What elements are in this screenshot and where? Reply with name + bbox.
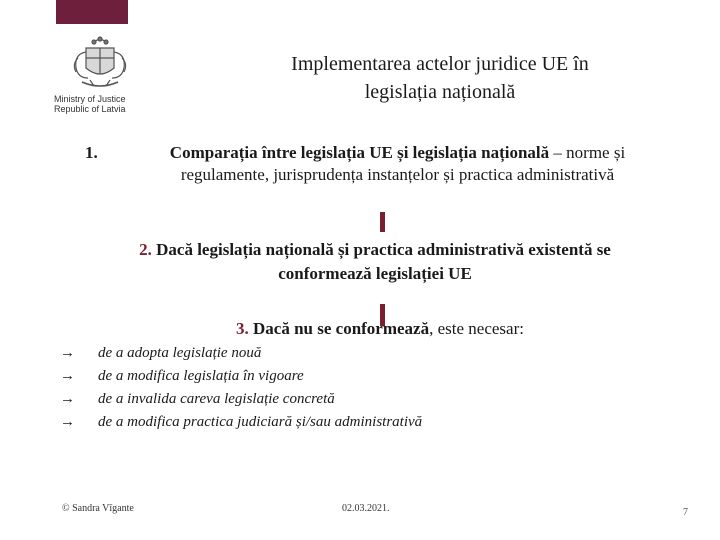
footer-author: © Sandra Vīgante xyxy=(62,503,134,514)
top-accent-bar xyxy=(56,0,128,24)
arrow-right-icon: → xyxy=(60,391,75,407)
slide-title xyxy=(230,50,650,106)
point-3-number: 3. xyxy=(236,319,249,338)
arrow-right-icon: → xyxy=(60,345,75,361)
coat-of-arms-icon xyxy=(64,36,136,92)
list-item xyxy=(60,365,660,388)
action-list xyxy=(60,342,660,434)
ministry-logo xyxy=(50,36,150,122)
list-item-text: de a invalida careva legislație concretă xyxy=(98,391,335,407)
list-item-text: de a modifica practica judiciară și/sau administrativă xyxy=(98,414,423,430)
point-2-line-2: conformează legislației UE xyxy=(278,264,472,283)
page-number: 7 xyxy=(683,507,688,518)
arrow-right-icon: → xyxy=(60,368,75,384)
point-1 xyxy=(85,142,675,186)
arrow-right-icon: → xyxy=(60,414,75,430)
flow-marker-1 xyxy=(380,212,385,232)
list-item-text: de a adopta legislație nouă xyxy=(98,345,262,361)
footer-date: 02.03.2021. xyxy=(342,503,390,514)
point-1-bold: Comparația între legislația UE și legislația națională xyxy=(169,143,550,162)
logo-line-2: Republic of Latvia xyxy=(54,104,126,114)
point-2 xyxy=(85,238,665,286)
point-1-number: 1. xyxy=(85,143,98,162)
point-3 xyxy=(160,318,600,340)
list-item-text: de a modifica legislația în vigoare xyxy=(98,368,304,384)
point-3-rest: , este necesar: xyxy=(429,319,524,338)
point-1-rest: – norme și xyxy=(549,143,626,162)
point-2-line-1: Dacă legislația națională și practica administrativă existentă se xyxy=(151,240,611,259)
point-3-bold: Dacă nu se conformează xyxy=(248,319,430,338)
logo-line-1: Ministry of Justice xyxy=(54,94,126,104)
title-line-2: legislația națională xyxy=(364,81,516,103)
point-1-line-2: regulamente, jurisprudența instanțelor și practica administrativă xyxy=(180,165,615,184)
point-2-number: 2. xyxy=(139,240,152,259)
list-item xyxy=(60,388,660,411)
list-item xyxy=(60,411,660,434)
title-line-1: Implementarea actelor juridice UE în xyxy=(291,53,589,75)
list-item xyxy=(60,342,660,365)
